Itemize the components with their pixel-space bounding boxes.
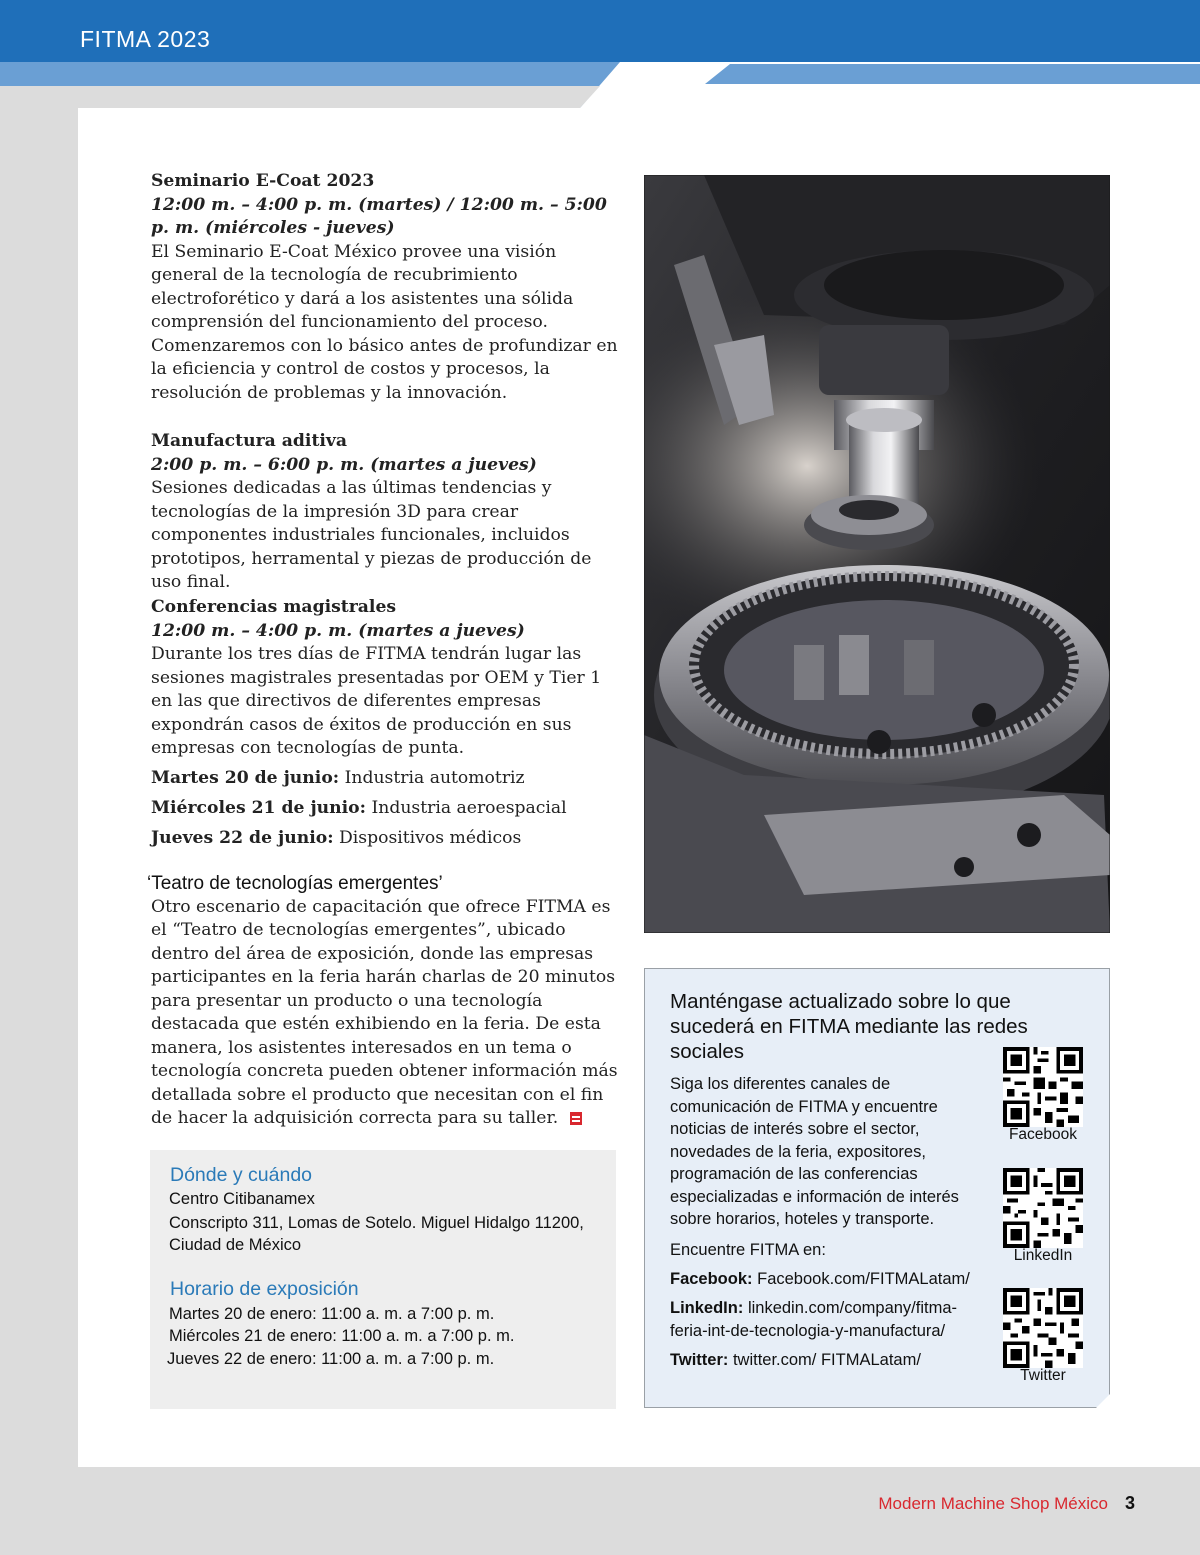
day-line — [151, 826, 621, 851]
section-time: 12:00 m. – 4:00 p. m. (martes a jueves) — [151, 620, 525, 641]
header-band — [0, 62, 1200, 112]
facebook-link[interactable]: Facebook.com/FITMALatam/ — [757, 1270, 970, 1288]
linkedin-qr-code[interactable] — [1003, 1168, 1083, 1248]
teatro-title: ‘Teatro de tecnologías emergentes’ — [147, 873, 443, 894]
linkedin-link-cont[interactable]: feria-int-de-tecnologia-y-manufactura/ — [670, 1322, 946, 1340]
linkedin-label: LinkedIn: — [670, 1299, 744, 1317]
teatro-body — [151, 896, 621, 1131]
section-time: 12:00 m. – 4:00 p. m. (martes) / 12:00 m. – 5:00 p. m. (miércoles - jueves) — [151, 194, 607, 238]
day-line — [151, 796, 621, 821]
footer-magazine-name: Modern Machine Shop México — [878, 1494, 1108, 1513]
info-box — [150, 1150, 616, 1409]
schedule-line: Jueves 22 de enero: 11:00 a. m. a 7:00 p. m. — [167, 1350, 495, 1368]
section-time: 2:00 p. m. – 6:00 p. m. (martes a jueves) — [151, 454, 537, 475]
section-conferencias — [151, 596, 621, 851]
header-title: FITMA 2023 — [80, 26, 211, 52]
where-heading: Dónde y cuándo — [170, 1164, 313, 1186]
qr-label-facebook: Facebook — [1008, 1126, 1078, 1143]
section-title: Manufactura aditiva — [151, 431, 348, 451]
facebook-label: Facebook: — [670, 1270, 753, 1288]
venue: Centro Citibanamex — [169, 1190, 315, 1208]
linkedin-line — [670, 1297, 957, 1320]
day-topic: Industria aeroespacial — [371, 797, 567, 818]
social-box — [644, 968, 1110, 1408]
day-label: Martes 20 de junio: — [151, 767, 340, 788]
day-label: Jueves 22 de junio: — [151, 827, 334, 848]
city: Ciudad de México — [169, 1236, 302, 1254]
section-title: Seminario E-Coat 2023 — [151, 171, 375, 191]
day-topic: Industria automotriz — [344, 767, 525, 788]
end-of-article-icon — [570, 1112, 582, 1125]
section-teatro — [147, 872, 621, 1131]
twitter-line — [670, 1349, 921, 1372]
social-find: Encuentre FITMA en: — [670, 1241, 826, 1259]
day-topic: Dispositivos médicos — [339, 827, 522, 848]
machining-gear-photo — [644, 175, 1110, 933]
day-label: Miércoles 21 de junio: — [151, 797, 366, 818]
schedule-heading: Horario de exposición — [170, 1278, 359, 1300]
section-body: Durante los tres días de FITMA tendrán lugar las sesiones magistrales presentadas por OEM y Tier 1 en las que directivos de diferentes empresas expondrán casos de éxitos de producción en sus empresas con tecnologías de punta. — [151, 644, 602, 758]
linkedin-link[interactable]: linkedin.com/company/fitma- — [747, 1299, 958, 1317]
twitter-link[interactable]: twitter.com/ FITMALatam/ — [732, 1351, 921, 1369]
section-body: Sesiones dedicadas a las últimas tendencias y tecnologías de la impresión 3D para crear componentes industriales funcionales, incluidos prototipos, herramental y piezas de producción de uso final. — [151, 478, 592, 592]
qr-label-twitter: Twitter — [1020, 1367, 1066, 1384]
social-title: Manténgase actualizado sobre lo que sucederá en FITMA mediante las redes sociales — [670, 990, 1028, 1063]
facebook-qr-code[interactable] — [1003, 1047, 1083, 1127]
twitter-label: Twitter: — [670, 1351, 729, 1369]
section-body: El Seminario E-Coat México provee una visión general de la tecnología de recubrimiento electroforético y dará a los asistentes una sólida comprensión del funcionamiento del proceso. Comenzaremos con lo básico antes de profundizar en la eficiencia y control de costos y procesos, la resolución de problemas y la innovación. — [151, 241, 618, 403]
schedule-line: Martes 20 de enero: 11:00 a. m. a 7:00 p. m. — [169, 1305, 495, 1323]
section-ecoat — [151, 170, 621, 405]
address: Conscripto 311, Lomas de Sotelo. Miguel Hidalgo 11200, — [169, 1214, 584, 1232]
schedule-line: Miércoles 21 de enero: 11:00 a. m. a 7:00 p. m. — [169, 1327, 515, 1345]
page-number: 3 — [1125, 1493, 1136, 1513]
section-manufactura-aditiva — [151, 430, 621, 595]
facebook-line — [670, 1268, 970, 1291]
teatro-body-text: Otro escenario de capacitación que ofrece FITMA es el “Teatro de tecnologías emergentes”, ubicado dentro del área de exposición, donde las empresas participantes en la feria harán charlas de 20 minutos para presentar un producto o una tecnología destacada que estén exhibiendo en la feria. De esta manera, los asistentes interesados en un tema o tecnología concreta pueden obtener información más detallada sobre el producto que necesitan con el fin de hacer la adquisición correcta para su taller. — [151, 896, 618, 1128]
qr-label-linkedin: LinkedIn — [1013, 1247, 1073, 1264]
page-margin-left — [0, 108, 78, 1468]
twitter-qr-code[interactable] — [1003, 1288, 1083, 1368]
day-line — [151, 766, 621, 791]
social-body: Siga los diferentes canales de comunicación de FITMA y encuentre noticias de interés sobre el sector, novedades de la feria, expositores, programación de las conferencias especializadas e información de interés sobre horarios, hoteles y transporte. — [670, 1075, 959, 1228]
section-title: Conferencias magistrales — [151, 597, 397, 617]
